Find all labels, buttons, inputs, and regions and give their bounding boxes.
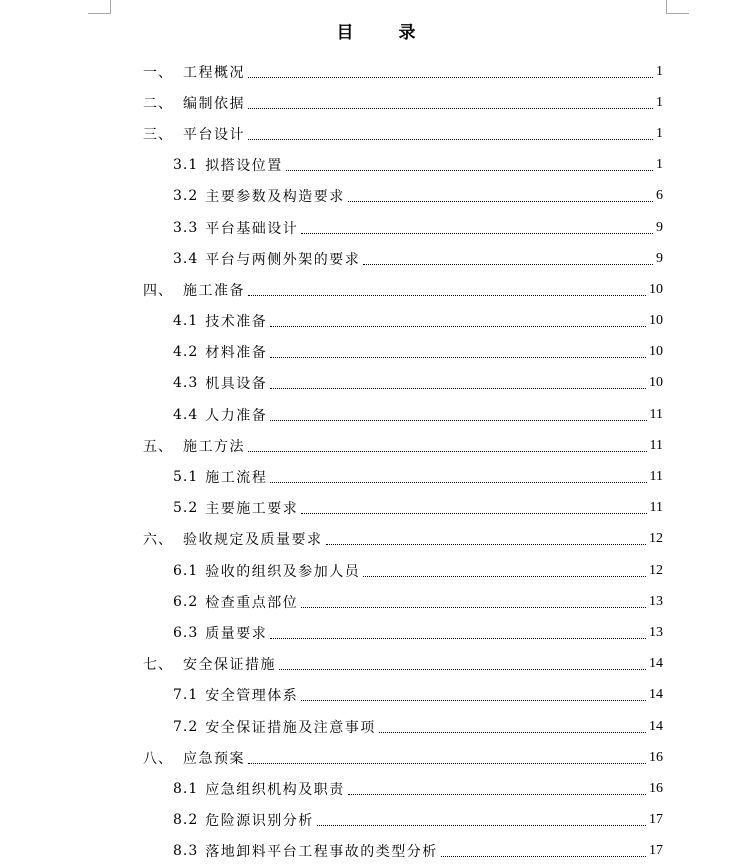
toc-entry-inner — [173, 337, 663, 368]
toc-page-number: 10 — [649, 375, 663, 391]
toc-entry-number: 三、 — [143, 126, 173, 143]
toc-entry[interactable] — [0, 680, 752, 711]
toc-entry-number: 4.1 — [173, 313, 199, 330]
toc-entry-inner — [173, 150, 663, 181]
dot-leader — [363, 575, 646, 577]
toc-entry-inner — [173, 306, 663, 337]
toc-entry-number: 5.1 — [173, 469, 199, 486]
toc-entry-number: 8.3 — [173, 843, 199, 860]
toc-entry-text[interactable]: 安全保证措施 — [183, 657, 276, 674]
toc-entry-inner — [173, 461, 663, 492]
crop-mark-top-right — [666, 0, 689, 14]
dot-leader — [270, 356, 646, 358]
toc-entry-number: 二、 — [143, 95, 173, 112]
toc-page-number: 1 — [656, 157, 663, 173]
toc-page-number: 13 — [649, 593, 663, 609]
dot-leader — [301, 606, 646, 608]
toc-entry-text[interactable]: 主要参数及构造要求 — [205, 189, 345, 206]
toc-entry[interactable] — [0, 368, 752, 399]
toc-entry-inner — [143, 56, 663, 87]
toc-entry-text[interactable]: 质量要求 — [205, 625, 268, 642]
toc-entry-inner — [173, 555, 663, 586]
toc-entry[interactable] — [0, 617, 752, 648]
toc-entry[interactable] — [0, 150, 752, 181]
toc-entry-text[interactable]: 施工准备 — [183, 282, 245, 299]
dot-leader — [286, 169, 653, 171]
toc-entry-number: 四、 — [143, 282, 173, 299]
toc-entry-inner — [173, 399, 663, 430]
toc-entry-inner — [143, 87, 663, 118]
toc-entry-inner — [173, 181, 663, 212]
toc-entry-inner — [173, 493, 663, 524]
toc-entry-text[interactable]: 平台设计 — [183, 126, 245, 143]
toc-page-number: 6 — [656, 188, 663, 204]
toc-entry-inner — [173, 836, 663, 867]
toc-entry-text[interactable]: 工程概况 — [183, 64, 245, 81]
toc-page-number: 16 — [649, 749, 663, 765]
toc-entry[interactable] — [0, 555, 752, 586]
toc-entry[interactable] — [0, 586, 752, 617]
toc-entry-number: 六、 — [143, 532, 173, 549]
toc-entry[interactable] — [0, 337, 752, 368]
dot-leader — [248, 762, 646, 764]
toc-entry[interactable] — [0, 430, 752, 461]
toc-entry-number: 五、 — [143, 438, 173, 455]
toc-entry[interactable] — [0, 118, 752, 149]
toc-entry-text[interactable]: 安全保证措施及注意事项 — [205, 719, 376, 736]
dot-leader — [348, 793, 646, 795]
toc-entry-number: 4.2 — [173, 344, 199, 361]
toc-page-number: 11 — [649, 406, 663, 422]
toc-title: 目 录 — [336, 23, 430, 43]
dot-leader — [363, 263, 653, 265]
toc-entry[interactable] — [0, 181, 752, 212]
toc-page-number: 9 — [656, 250, 663, 266]
toc-page-number: 14 — [649, 656, 663, 672]
dot-leader — [301, 512, 646, 514]
toc-entry[interactable] — [0, 524, 752, 555]
toc-entry[interactable] — [0, 87, 752, 118]
toc-entry[interactable] — [0, 649, 752, 680]
toc-entry-text[interactable]: 拟搭设位置 — [205, 158, 283, 175]
toc-entry-text[interactable]: 机具设备 — [205, 376, 268, 393]
dot-leader — [270, 481, 646, 483]
toc-page-number: 1 — [656, 125, 663, 141]
toc-page-number: 10 — [649, 313, 663, 329]
toc-entry-inner — [143, 742, 663, 773]
toc-entry-number: 6.2 — [173, 593, 199, 610]
dot-leader — [301, 232, 653, 234]
dot-leader — [441, 855, 646, 857]
toc-entry-number: 七、 — [143, 657, 173, 674]
toc-entry-text[interactable]: 应急预案 — [183, 750, 245, 767]
toc-entry[interactable] — [0, 711, 752, 742]
toc-entry-inner — [173, 680, 663, 711]
dot-leader — [270, 325, 646, 327]
toc-entry-inner — [143, 649, 663, 680]
toc-entry-number: 3.1 — [173, 157, 199, 174]
dot-leader — [348, 200, 653, 202]
toc-entry[interactable] — [0, 274, 752, 305]
toc-page-number: 17 — [649, 843, 663, 859]
toc-entry-text[interactable]: 平台与两侧外架的要求 — [205, 251, 361, 268]
table-of-contents — [0, 56, 752, 867]
toc-page-number: 12 — [649, 562, 663, 578]
toc-entry-text[interactable]: 应急组织机构及职责 — [205, 781, 345, 798]
toc-entry-text[interactable]: 人力准备 — [205, 407, 268, 424]
toc-entry-number: 3.3 — [173, 219, 199, 236]
toc-entry[interactable] — [0, 773, 752, 804]
toc-entry-text[interactable]: 施工方法 — [183, 438, 245, 455]
toc-entry[interactable] — [0, 243, 752, 274]
toc-entry-inner — [173, 368, 663, 399]
toc-entry-number: 3.2 — [173, 188, 199, 205]
toc-page-number: 14 — [649, 718, 663, 734]
toc-entry-text[interactable]: 验收规定及质量要求 — [183, 532, 323, 549]
dot-leader — [248, 294, 646, 296]
toc-entry[interactable] — [0, 399, 752, 430]
toc-entry[interactable] — [0, 493, 752, 524]
dot-leader — [248, 107, 653, 109]
toc-entry-number: 6.3 — [173, 624, 199, 641]
toc-entry-text[interactable]: 安全管理体系 — [205, 688, 299, 705]
toc-page-number: 11 — [649, 500, 663, 516]
toc-entry-text[interactable]: 材料准备 — [205, 345, 268, 362]
toc-page-number: 17 — [649, 812, 663, 828]
dot-leader — [248, 76, 653, 78]
toc-entry-number: 7.1 — [173, 687, 199, 704]
toc-entry-number: 3.4 — [173, 250, 199, 267]
toc-entry-inner — [143, 118, 663, 149]
toc-entry-text[interactable]: 平台基础设计 — [205, 220, 299, 237]
dot-leader — [301, 699, 646, 701]
toc-entry-inner — [173, 586, 663, 617]
toc-page-number: 16 — [649, 780, 663, 796]
toc-entry-inner — [173, 212, 663, 243]
toc-entry-inner — [173, 805, 663, 836]
toc-entry-number: 5.2 — [173, 500, 199, 517]
dot-leader — [270, 637, 646, 639]
toc-page-number: 12 — [649, 531, 663, 547]
toc-entry-text[interactable]: 主要施工要求 — [205, 501, 299, 518]
toc-entry-inner — [173, 773, 663, 804]
toc-entry-text[interactable]: 检查重点部位 — [205, 594, 299, 611]
toc-entry-text[interactable]: 危险源识别分析 — [205, 813, 314, 830]
toc-entry[interactable] — [0, 805, 752, 836]
toc-entry[interactable] — [0, 212, 752, 243]
toc-entry-inner — [173, 711, 663, 742]
toc-entry-number: 8.2 — [173, 812, 199, 829]
toc-page-number: 13 — [649, 624, 663, 640]
toc-page-number: 11 — [649, 437, 663, 453]
toc-page-number: 11 — [649, 469, 663, 485]
toc-page-number: 1 — [656, 63, 663, 79]
toc-entry-inner — [143, 274, 663, 305]
toc-entry-number: 4.3 — [173, 375, 199, 392]
toc-entry-number: 6.1 — [173, 562, 199, 579]
dot-leader — [317, 824, 646, 826]
toc-page-number: 1 — [656, 94, 663, 110]
toc-entry-number: 7.2 — [173, 718, 199, 735]
toc-page-number: 14 — [649, 687, 663, 703]
toc-page-number: 10 — [649, 344, 663, 360]
dot-leader — [279, 668, 646, 670]
toc-entry[interactable] — [0, 56, 752, 87]
crop-mark-top-left — [88, 0, 111, 14]
toc-entry-number: 一、 — [143, 64, 173, 81]
toc-entry-inner — [173, 243, 663, 274]
toc-entry-text[interactable]: 验收的组织及参加人员 — [205, 563, 361, 580]
dot-leader — [248, 138, 653, 140]
toc-entry-inner — [143, 430, 663, 461]
toc-entry-number: 4.4 — [173, 406, 199, 423]
toc-entry-text[interactable]: 落地卸料平台工程事故的类型分析 — [205, 844, 438, 861]
toc-entry-text[interactable]: 技术准备 — [205, 314, 268, 331]
dot-leader — [326, 543, 647, 545]
dot-leader — [379, 731, 646, 733]
toc-entry[interactable] — [0, 461, 752, 492]
toc-page-number: 10 — [649, 281, 663, 297]
toc-entry-inner — [143, 524, 663, 555]
toc-entry-text[interactable]: 施工流程 — [205, 470, 268, 487]
dot-leader — [270, 419, 646, 421]
dot-leader — [248, 450, 647, 452]
toc-page-number: 9 — [656, 219, 663, 235]
dot-leader — [270, 387, 646, 389]
toc-entry-text[interactable]: 编制依据 — [183, 95, 245, 112]
toc-entry-inner — [173, 617, 663, 648]
toc-entry-number: 8.1 — [173, 780, 199, 797]
toc-entry[interactable] — [0, 742, 752, 773]
toc-entry-number: 八、 — [143, 750, 173, 767]
toc-entry[interactable] — [0, 836, 752, 867]
toc-entry[interactable] — [0, 306, 752, 337]
